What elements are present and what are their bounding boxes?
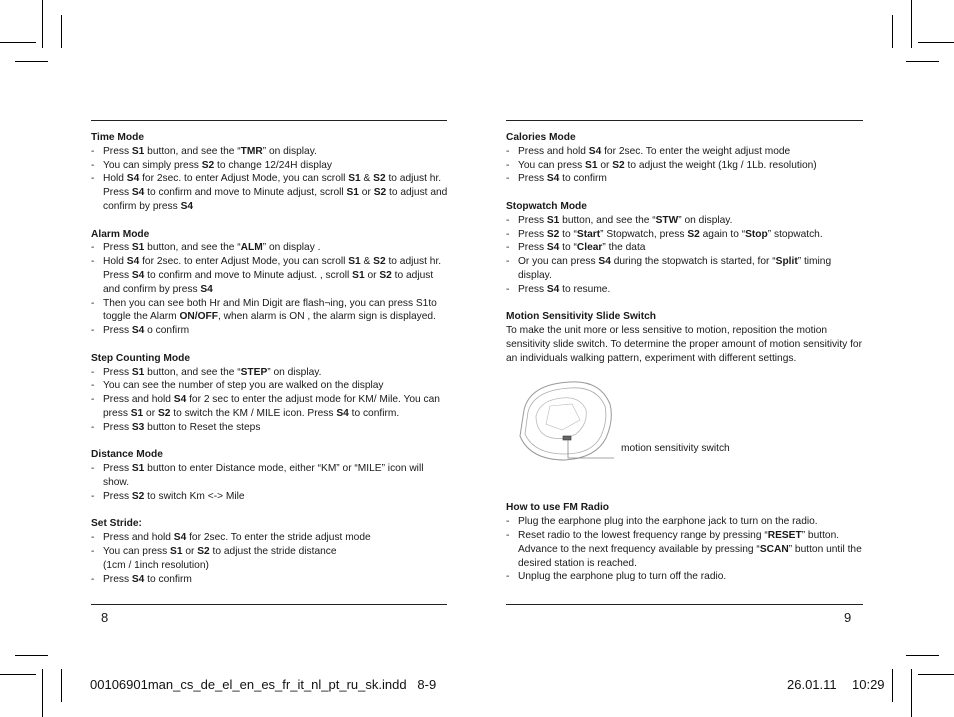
stopwatch-mode-list-item: - Press S4 to resume.: [506, 283, 862, 297]
stopwatch-mode-section: [506, 200, 862, 297]
footer-filename: 00106901man_cs_de_el_en_es_fr_it_nl_pt_ru_sk.indd 8-9: [90, 677, 437, 692]
crop-mark: [42, 0, 43, 48]
calories-mode-list-item: - Press and hold S4 for 2sec. To enter the weight adjust mode: [506, 145, 862, 159]
footer-rule-left: [91, 604, 447, 605]
footer-date: 26.01.11: [787, 677, 837, 692]
distance-mode-section: [91, 448, 449, 503]
alarm-mode-section: [91, 228, 449, 338]
crop-mark: [15, 61, 48, 62]
set-stride-section: [91, 517, 449, 586]
distance-mode-list-item: - Press S1 button to enter Distance mode, either “KM” or “MILE” icon will show.: [91, 462, 449, 490]
crop-mark: [0, 42, 36, 43]
motion-switch-label: motion sensitivity switch: [621, 443, 730, 454]
fm-heading: How to use FM Radio: [506, 502, 610, 514]
time-mode-list-item: - Hold S4 for 2sec. to enter Adjust Mode, you can scroll S1 & S2 to adjust hr. Press S4 to confirm and move to Minute adjust, scroll S1 or S2 to adjust and confirm by press S4: [91, 172, 449, 213]
set-stride-list-item: - Press S4 to confirm: [91, 573, 449, 587]
crop-mark: [892, 15, 893, 48]
time-mode-heading: Time Mode: [91, 132, 145, 143]
fm-list-item: - Unplug the earphone plug to turn off the radio.: [506, 570, 862, 584]
stopwatch-mode-list-item: - Press S2 to “Start” Stopwatch, press S2 again to “Stop” stopwatch.: [506, 228, 862, 242]
right-page-content: [506, 131, 862, 598]
calories-mode-list-item: - Press S4 to confirm: [506, 172, 862, 186]
time-mode-list-item: - Press S1 button, and see the “TMR” on display.: [91, 145, 449, 159]
set-stride-list-item: - Press and hold S4 for 2sec. To enter the stride adjust mode: [91, 531, 449, 545]
crop-mark: [0, 674, 36, 675]
step-counting-mode-heading: Step Counting Mode: [91, 352, 191, 364]
crop-mark: [906, 655, 939, 656]
crop-mark: [918, 674, 954, 675]
step-counting-mode-section: [91, 352, 449, 435]
calories-mode-heading: Calories Mode: [506, 132, 576, 143]
set-stride-heading: Set Stride:: [91, 518, 142, 530]
crop-mark: [911, 669, 912, 717]
page-number-left: 8: [101, 610, 109, 625]
fm-list-item: - Reset radio to the lowest frequency range by pressing “RESET” button. Advance to the next frequency available by pressing “SCAN” button until the desired station is reached.: [506, 529, 862, 570]
footer-rule-right: [506, 604, 863, 605]
crop-mark: [61, 15, 62, 48]
header-rule-right: [506, 120, 863, 121]
motion-heading: Motion Sensitivity Slide Switch: [506, 311, 657, 323]
alarm-mode-list-item: - Press S4 o confirm: [91, 324, 449, 338]
crop-mark: [906, 61, 939, 62]
crop-mark: [61, 669, 62, 702]
stopwatch-mode-list-item: - Press S4 to “Clear” the data: [506, 241, 862, 255]
crop-mark: [892, 669, 893, 702]
calories-mode-section: [506, 131, 862, 186]
set-stride-list-item: - You can press S1 or S2 to adjust the stride distance (1cm / 1inch resolution): [91, 545, 449, 573]
calories-mode-list-item: - You can press S1 or S2 to adjust the weight (1kg / 1Lb. resolution): [506, 159, 862, 173]
crop-mark: [918, 42, 954, 43]
time-mode-section: [91, 131, 449, 214]
fm-section: [506, 501, 862, 584]
alarm-mode-list-item: - Press S1 button, and see the “ALM” on display .: [91, 241, 449, 255]
step-counting-mode-list-item: - Press S3 button to Reset the steps: [91, 421, 449, 435]
alarm-mode-heading: Alarm Mode: [91, 228, 150, 240]
alarm-mode-list-item: - Hold S4 for 2sec. to enter Adjust Mode, you can scroll S1 & S2 to adjust hr. Press S4 to confirm and move to Minute adjust. , scroll S1 or S2 to adjust and confirm by press S4: [91, 255, 449, 296]
header-rule-left: [91, 120, 447, 121]
crop-mark: [15, 655, 48, 656]
crop-mark: [911, 0, 912, 48]
step-counting-mode-list-item: - Press and hold S4 for 2 sec to enter the adjust mode for KM/ Mile. You can press S1 or S2 to switch the KM / MILE icon. Press S4 to confirm.: [91, 393, 449, 421]
stopwatch-mode-list-item: - Or you can press S4 during the stopwatch is started, for “Split” timing display.: [506, 255, 862, 283]
step-counting-mode-list-item: - Press S1 button, and see the “STEP” on display.: [91, 366, 449, 380]
stopwatch-mode-heading: Stopwatch Mode: [506, 200, 587, 212]
left-page-content: [91, 131, 449, 600]
step-counting-mode-list-item: - You can see the number of step you are walked on the display: [91, 379, 449, 393]
crop-mark: [42, 669, 43, 717]
distance-mode-heading: Distance Mode: [91, 449, 163, 461]
page-number-right: 9: [844, 610, 852, 625]
distance-mode-list-item: - Press S2 to switch Km <-> Mile: [91, 490, 449, 504]
fm-list-item: - Plug the earphone plug into the earphone jack to turn on the radio.: [506, 515, 862, 529]
time-mode-list-item: - You can simply press S2 to change 12/24H display: [91, 159, 449, 173]
alarm-mode-list-item: - Then you can see both Hr and Min Digit are flash¬ing, you can press S1to toggle the Alarm ON/OFF, when alarm is ON , the alarm sign is displayed.: [91, 297, 449, 325]
motion-section: [506, 310, 862, 365]
stopwatch-mode-list-item: - Press S1 button, and see the “STW” on display.: [506, 214, 862, 228]
footer-time: 10:29: [852, 677, 885, 692]
motion-description: To make the unit more or less sensitive to motion, reposition the motion sensitivity slide switch. To determine the proper amount of motion sensitivity for an individuals walking pattern, experiment with different settings.: [506, 325, 862, 364]
